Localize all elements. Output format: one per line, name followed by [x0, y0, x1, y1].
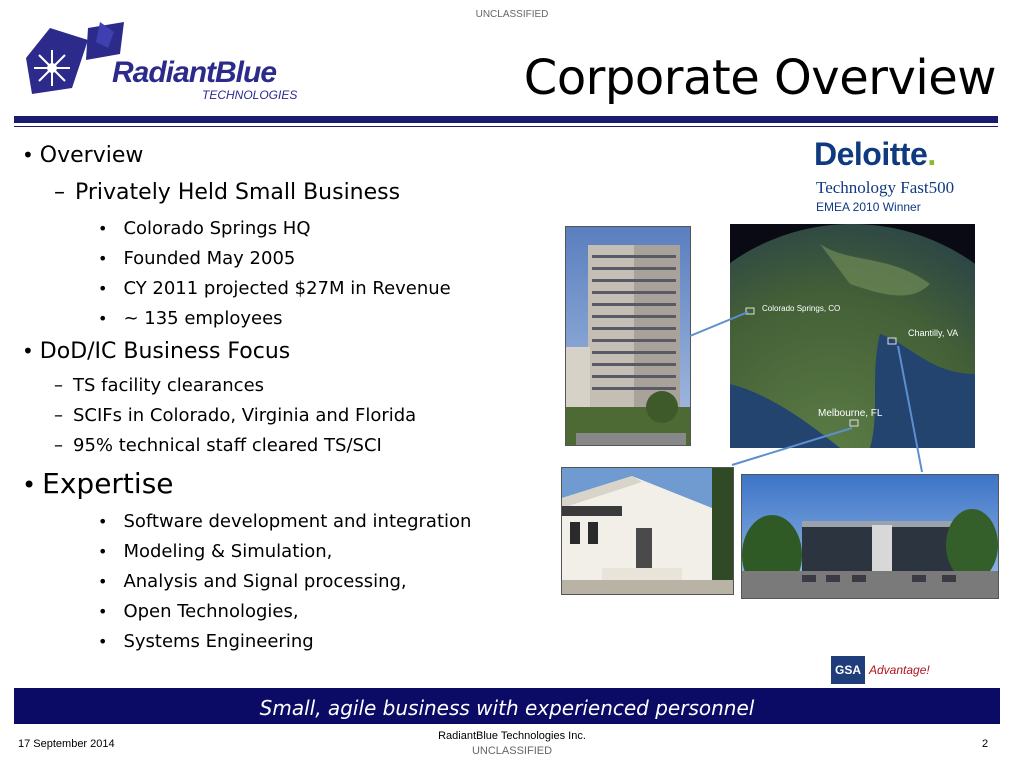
footer-date: 17 September 2014: [18, 738, 115, 750]
map-label-va: Chantilly, VA: [908, 328, 959, 338]
list-item: – SCIFs in Colorado, Virginia and Florida: [54, 405, 417, 426]
bullet-overview: • Overview: [22, 143, 144, 168]
gsa-text: Advantage!: [869, 663, 930, 677]
list-item: – TS facility clearances: [54, 375, 265, 396]
list-item: • Analysis and Signal processing,: [98, 571, 407, 592]
classification-top: UNCLASSIFIED: [475, 9, 549, 20]
list-item: • Colorado Springs HQ: [98, 218, 311, 239]
list-item: – 95% technical staff cleared TS/SCI: [54, 435, 382, 456]
bullet-privately-held: – Privately Held Small Business: [54, 180, 401, 205]
map-label-fl: Melbourne, FL: [818, 408, 883, 419]
list-item: • ~ 135 employees: [98, 308, 283, 329]
page-number: 2: [982, 738, 989, 750]
logo-subtitle: TECHNOLOGIES: [202, 88, 298, 102]
award-line2: EMEA 2010 Winner: [816, 200, 921, 214]
page-title: Corporate Overview: [523, 50, 996, 106]
deloitte-brand: Deloitte.: [814, 136, 936, 172]
list-item: • Founded May 2005: [98, 248, 296, 269]
bullet-expertise: • Expertise: [22, 467, 174, 500]
classification-bottom: UNCLASSIFIED: [471, 745, 553, 757]
bullet-dod-focus: • DoD/IC Business Focus: [22, 339, 291, 364]
list-item: • Open Technologies,: [98, 601, 299, 622]
list-item: • Software development and integration: [98, 511, 472, 532]
map-label-co: Colorado Springs, CO: [762, 304, 841, 313]
list-item: • CY 2011 projected $27M in Revenue: [98, 278, 451, 299]
footer-company: RadiantBlue Technologies Inc.: [438, 730, 586, 742]
list-item: • Modeling & Simulation,: [98, 541, 333, 562]
gsa-logo-icon: GSA: [831, 656, 865, 684]
list-item: • Systems Engineering: [98, 631, 314, 652]
award-line1: Technology Fast500: [816, 178, 955, 197]
logo-wordmark: RadiantBlue: [112, 56, 277, 89]
gsa-advantage-badge: [831, 656, 951, 684]
tagline-banner: Small, agile business with experienced personnel: [14, 688, 1000, 724]
